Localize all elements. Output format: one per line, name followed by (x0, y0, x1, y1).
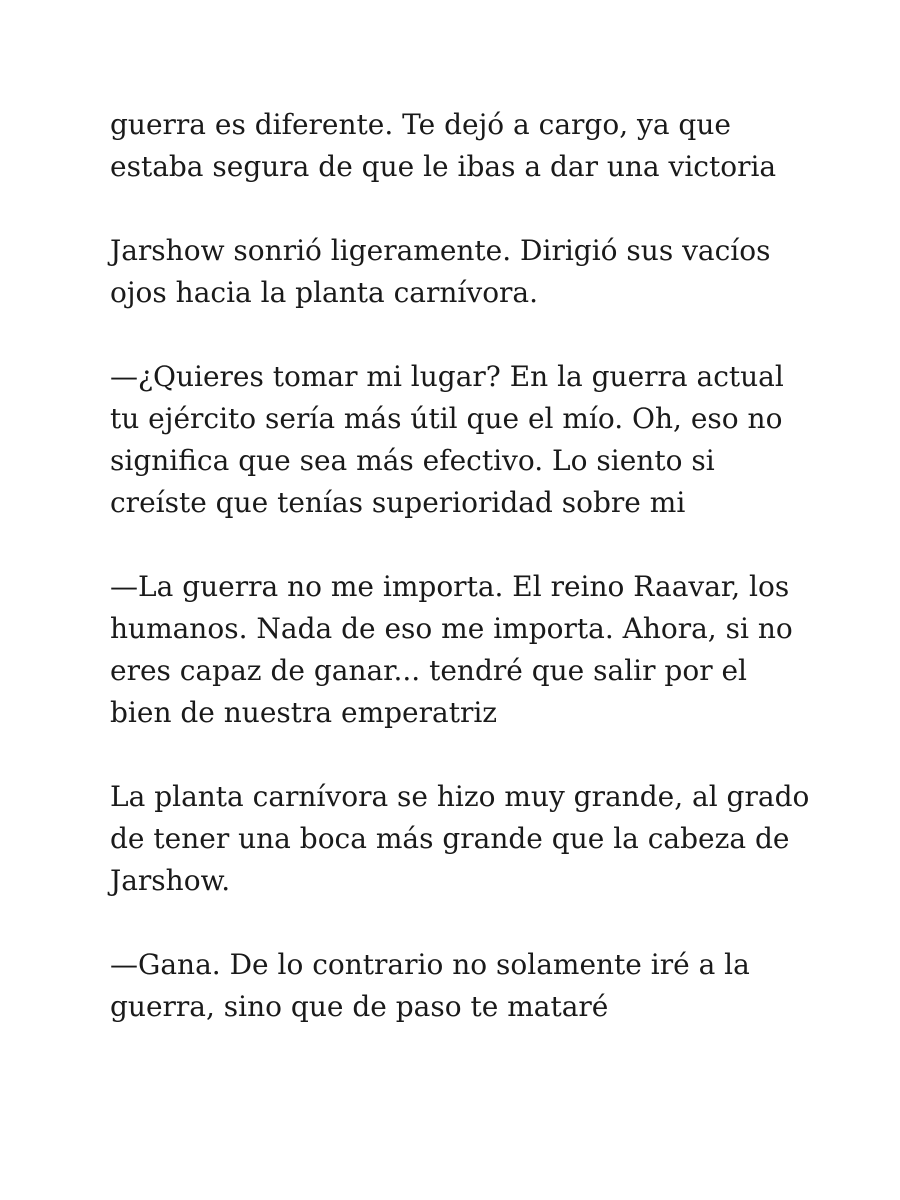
text-line: —La guerra no me importa. El reino Raavar, los (110, 570, 790, 603)
paragraph (110, 104, 800, 188)
text-line: La planta carnívora se hizo muy grande, al grado (110, 780, 810, 813)
text-line: —Gana. De lo contrario no solamente iré a la (110, 948, 750, 981)
text-line: Jarshow sonrió ligeramente. Dirigió sus vacíos (110, 234, 771, 267)
text-line: tu ejército sería más útil que el mío. Oh, eso no (110, 402, 783, 435)
paragraph (110, 776, 810, 902)
text-line: humanos. Nada de eso me importa. Ahora, si no (110, 612, 793, 645)
paragraph (110, 944, 800, 1028)
text-line: estaba segura de que le ibas a dar una victoria (110, 150, 777, 183)
text-line: —¿Quieres tomar mi lugar? En la guerra actual (110, 360, 784, 393)
text-line: de tener una boca más grande que la cabeza de (110, 822, 790, 855)
text-line: Jarshow. (110, 864, 231, 897)
paragraph (110, 230, 800, 314)
text-line: eres capaz de ganar... tendré que salir por el (110, 654, 747, 687)
text-line: guerra, sino que de paso te mataré (110, 990, 609, 1023)
text-line: ojos hacia la planta carnívora. (110, 276, 539, 309)
text-line: significa que sea más efectivo. Lo siento si (110, 444, 715, 477)
text-line: guerra es diferente. Te dejó a cargo, ya que (110, 108, 731, 141)
text-line: creíste que tenías superioridad sobre mi (110, 486, 686, 519)
text-line: bien de nuestra emperatriz (110, 696, 498, 729)
page-text (110, 104, 810, 1070)
paragraph (110, 356, 800, 524)
paragraph (110, 566, 800, 734)
